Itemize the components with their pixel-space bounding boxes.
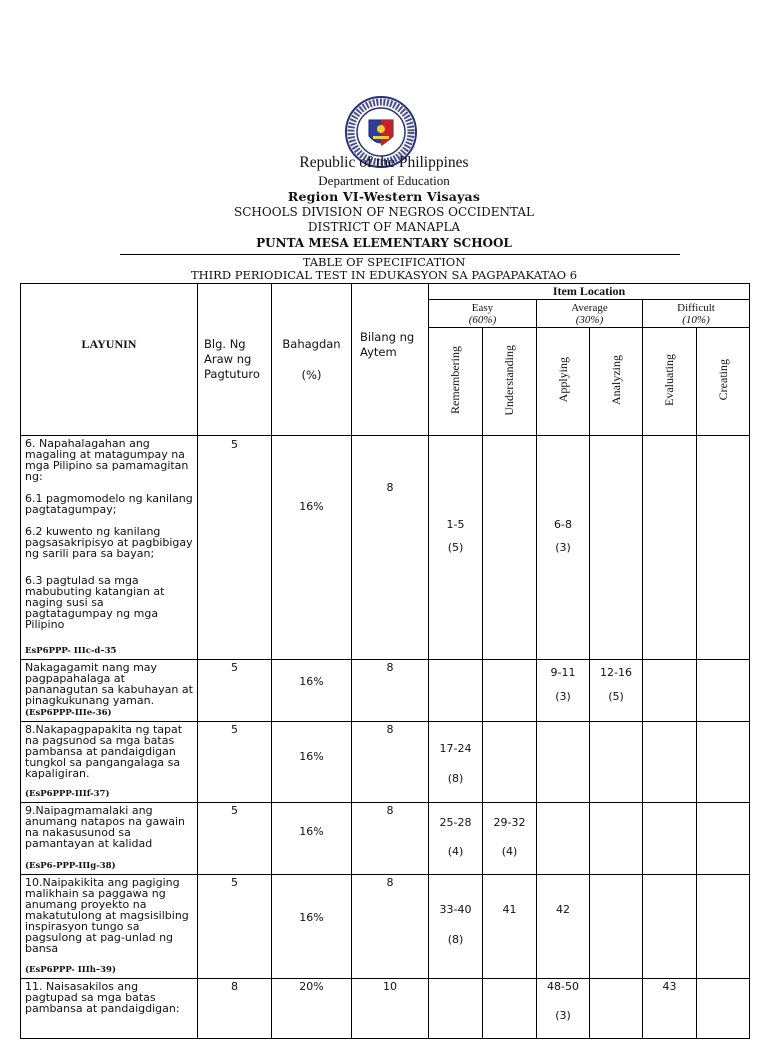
table-row bbox=[21, 979, 750, 1039]
objective-text: 8.Nakapagpapakita ng tapat na pagsunod sa mga batas pambansa at pandaigdigan tungkol sa pangangalaga sa kapaligiran. bbox=[25, 723, 183, 780]
days-cell: 5 bbox=[198, 436, 272, 660]
evaluating-cell: 43 bbox=[643, 979, 697, 1039]
understanding-cell bbox=[483, 803, 537, 875]
table-row bbox=[21, 436, 750, 660]
understanding-cell bbox=[483, 979, 537, 1039]
header-republic: Republic of the Philippines bbox=[299, 154, 469, 171]
creating-cell bbox=[697, 660, 750, 722]
item-count: (4) bbox=[447, 845, 464, 858]
item-count: (3) bbox=[555, 1009, 571, 1022]
creating-cell bbox=[697, 722, 750, 803]
item-count: (8) bbox=[447, 933, 464, 946]
item-count: (5) bbox=[608, 690, 624, 703]
percent-cell: 16% bbox=[272, 875, 352, 979]
evaluating-cell bbox=[643, 803, 697, 875]
creating-cell bbox=[697, 436, 750, 660]
objective-cell bbox=[21, 722, 198, 803]
days-cell: 5 bbox=[198, 722, 272, 803]
objective-cell bbox=[21, 436, 198, 660]
remembering-cell bbox=[429, 436, 483, 660]
competency-code: (EsP6PPP-IIIe-36) bbox=[25, 708, 112, 718]
items-cell: 8 bbox=[352, 803, 429, 875]
difficult-percent: (10%) bbox=[682, 314, 710, 326]
remembering-cell bbox=[429, 660, 483, 722]
days-cell: 5 bbox=[198, 875, 272, 979]
understanding-cell bbox=[483, 660, 537, 722]
analyzing-cell bbox=[590, 436, 643, 660]
applying-cell bbox=[537, 660, 590, 722]
item-count: (4) bbox=[501, 845, 518, 858]
remembering-cell bbox=[429, 803, 483, 875]
percent-cell: 16% bbox=[272, 722, 352, 803]
percent-cell: 16% bbox=[272, 803, 352, 875]
item-range: 33-40 bbox=[439, 903, 472, 916]
level-label: Evaluating bbox=[662, 354, 676, 406]
item-range: 41 bbox=[502, 903, 517, 916]
item-count: (5) bbox=[447, 541, 464, 554]
item-count: (8) bbox=[447, 772, 464, 785]
average-header bbox=[537, 300, 643, 328]
table-row bbox=[21, 722, 750, 803]
column-header-percent bbox=[272, 284, 352, 436]
average-percent: (30%) bbox=[575, 314, 604, 326]
item-range: 25-28 bbox=[439, 816, 472, 829]
understanding-cell bbox=[483, 875, 537, 979]
analyzing-cell bbox=[590, 722, 643, 803]
header-school: PUNTA MESA ELEMENTARY SCHOOL bbox=[256, 236, 512, 250]
applying-cell bbox=[537, 436, 590, 660]
column-header-items: Bilang ng Aytem bbox=[352, 284, 429, 436]
item-range: 1-5 bbox=[446, 518, 465, 531]
creating-cell bbox=[697, 979, 750, 1039]
applying-cell bbox=[537, 979, 590, 1039]
items-cell: 8 bbox=[352, 875, 429, 979]
header-district: DISTRICT OF MANAPLA bbox=[307, 220, 461, 234]
table-row bbox=[21, 803, 750, 875]
percent-cell: 16% bbox=[272, 660, 352, 722]
level-label: Analyzing bbox=[608, 355, 623, 405]
items-cell: 8 bbox=[352, 722, 429, 803]
objective-text: Nakagagamit nang may pagpapahalaga at pananagutan sa kabuhayan at pinagkukunang yaman. bbox=[25, 661, 193, 707]
analyzing-cell bbox=[590, 660, 643, 722]
remembering-cell bbox=[429, 722, 483, 803]
objective-cell bbox=[21, 875, 198, 979]
easy-header bbox=[429, 300, 537, 328]
item-range: 9-11 bbox=[550, 666, 576, 679]
remembering-cell bbox=[429, 875, 483, 979]
analyzing-cell bbox=[590, 979, 643, 1039]
understanding-cell bbox=[483, 722, 537, 803]
test-title: THIRD PERIODICAL TEST IN EDUKASYON SA PAGPAPAKATAO 6 bbox=[190, 268, 578, 282]
objective-text: 6. Napahalagahan ang magaling at matagumpay na mga Pilipino sa pamamagitan ng: bbox=[25, 437, 189, 483]
percent-header-symbol: (%) bbox=[301, 367, 322, 382]
understanding-cell bbox=[483, 436, 537, 660]
table-row bbox=[21, 875, 750, 979]
objective-sub: 6.1 pagmomodelo ng kanilang pagtatagumpay; bbox=[25, 492, 193, 516]
objective-text: 10.Naipakikita ang pagiging malikhain sa paggawa ng anumang proyekto na makatutulong at magsisilbing inspirasyon tungo sa pagsulong at pag-unlad ng bansa bbox=[25, 876, 189, 955]
percent-cell: 20% bbox=[272, 979, 352, 1039]
item-count: (3) bbox=[555, 690, 571, 703]
document-title: TABLE OF SPECIFICATION bbox=[302, 255, 466, 269]
competency-code: EsP6PPP- IIIc-d–35 bbox=[25, 646, 117, 656]
analyzing-cell bbox=[590, 875, 643, 979]
level-applying bbox=[537, 328, 590, 436]
item-range: 6-8 bbox=[554, 518, 572, 531]
header-department: Department of Education bbox=[318, 173, 450, 188]
item-range: 12-16 bbox=[600, 666, 632, 679]
header-division: SCHOOLS DIVISION OF NEGROS OCCIDENTAL bbox=[234, 205, 534, 219]
applying-cell bbox=[537, 875, 590, 979]
objective-cell bbox=[21, 803, 198, 875]
evaluating-cell bbox=[643, 436, 697, 660]
level-label: Applying bbox=[555, 357, 570, 403]
level-label: Creating bbox=[715, 359, 730, 401]
percent-cell: 16% bbox=[272, 436, 352, 660]
items-cell: 8 bbox=[352, 660, 429, 722]
easy-percent: (60%) bbox=[468, 314, 497, 326]
column-header-layunin: LAYUNIN bbox=[21, 284, 198, 436]
days-cell: 5 bbox=[198, 660, 272, 722]
percent-header-label: Bahagdan bbox=[282, 336, 341, 351]
level-evaluating bbox=[643, 328, 697, 436]
competency-code: (EsP6PPP- IIIh–39) bbox=[25, 965, 116, 975]
difficult-label: Difficult bbox=[677, 302, 715, 314]
objective-cell bbox=[21, 979, 198, 1039]
level-remembering bbox=[429, 328, 483, 436]
item-range: 29-32 bbox=[493, 816, 526, 829]
creating-cell bbox=[697, 803, 750, 875]
remembering-cell bbox=[429, 979, 483, 1039]
item-range: 48-50 bbox=[547, 980, 579, 993]
objective-sub: 6.3 pagtulad sa mga mabubuting katangian at naging susi sa pagtatagumpay ng mga Pilipino bbox=[25, 574, 165, 631]
table-row bbox=[21, 660, 750, 722]
item-location-header: Item Location bbox=[429, 284, 750, 300]
level-label: Remembering bbox=[448, 346, 462, 414]
evaluating-cell bbox=[643, 875, 697, 979]
average-label: Average bbox=[571, 302, 608, 314]
competency-code: (EsP6-PPP-IIIg-38) bbox=[25, 861, 116, 871]
evaluating-cell bbox=[643, 660, 697, 722]
header-region: Region VI-Western Visayas bbox=[287, 189, 481, 204]
objective-text: 11. Naisasakilos ang pagtupad sa mga batas pambansa at pandaigdigan: bbox=[25, 980, 180, 1015]
days-cell: 8 bbox=[198, 979, 272, 1039]
level-label: Understanding bbox=[502, 344, 516, 416]
applying-cell bbox=[537, 722, 590, 803]
item-range: 17-24 bbox=[439, 742, 472, 755]
specification-table bbox=[20, 283, 750, 1039]
days-cell: 5 bbox=[198, 803, 272, 875]
evaluating-cell bbox=[643, 722, 697, 803]
level-creating bbox=[697, 328, 750, 436]
analyzing-cell bbox=[590, 803, 643, 875]
item-count: (3) bbox=[555, 541, 571, 554]
difficult-header bbox=[643, 300, 750, 328]
items-cell: 8 bbox=[352, 436, 429, 660]
applying-cell bbox=[537, 803, 590, 875]
objective-sub: 6.2 kuwento ng kanilang pagsasakripisyo at pagbibigay ng sarili para sa bayan; bbox=[25, 525, 193, 560]
objective-text: 9.Naipagmamalaki ang anumang natapos na gawain na nakasusunod sa pamantayan at kalidad bbox=[25, 804, 185, 850]
column-header-days: Blg. Ng Araw ng Pagtuturo bbox=[198, 284, 272, 436]
item-range: 42 bbox=[556, 903, 570, 916]
competency-code: (EsP6PPP-IIIf-37) bbox=[25, 789, 110, 799]
items-cell: 10 bbox=[352, 979, 429, 1039]
objective-cell bbox=[21, 660, 198, 722]
level-understanding bbox=[483, 328, 537, 436]
easy-label: Easy bbox=[471, 302, 494, 314]
level-analyzing bbox=[590, 328, 643, 436]
creating-cell bbox=[697, 875, 750, 979]
